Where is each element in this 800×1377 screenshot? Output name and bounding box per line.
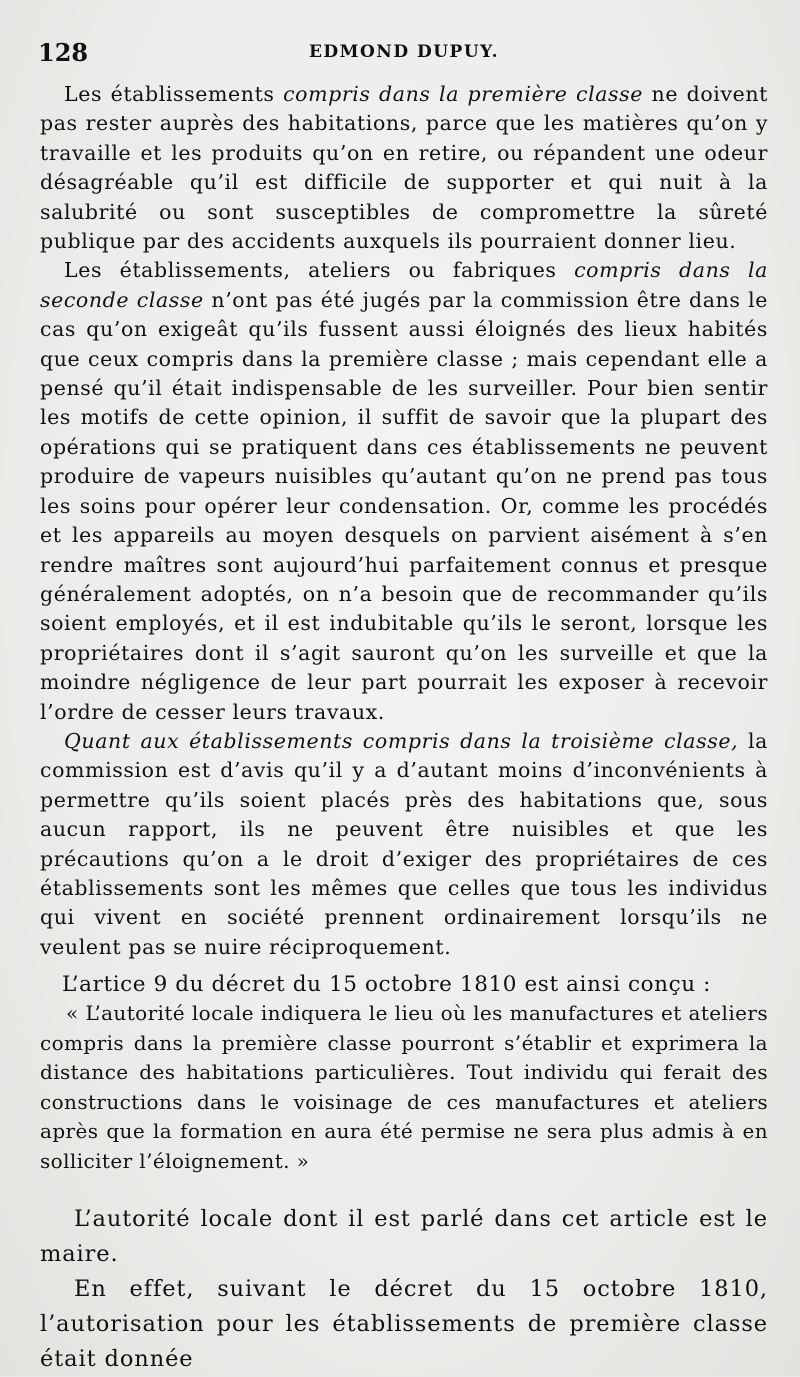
paragraph-text: ne doivent pas rester auprès des habitations, parce que les matières qu’on y travaille et les produits qu’on en retire, ou répandent une odeur désagréable qu’il est difficile de supporter et qui nuit à la salubrité ou sont susceptibles de compromettre la sûreté publique par des accidents auxquels ils pourraient donner lieu.	[40, 82, 768, 254]
decree-quotation: « L’autorité locale indiquera le lieu où les manufactures et ateliers compris dans la première classe pourront s’établir et exprimera la distance des habitations particulières. Tout individu qui ferait des constructions dans le voisinage de ces manufactures et ateliers après que la formation en aura été permise ne sera plus admis à en solliciter l’éloignement. »	[40, 1001, 768, 1173]
paragraph-third-class	[40, 727, 768, 962]
body-text	[40, 80, 768, 1377]
article-intro: L’artice 9 du décret du 15 octobre 1810 est ainsi conçu :	[62, 972, 711, 998]
italic-phrase: compris dans la première classe	[283, 82, 644, 106]
running-head: EDMOND DUPUY.	[308, 42, 500, 62]
paragraph-text: Les établissements, ateliers ou fabriques	[64, 258, 575, 283]
page-header	[38, 38, 770, 68]
paragraph-text: la commission est d’avis qu’il y a d’autant moins d’inconvénients à permettre qu’ils soient placés près des habitations que, sous aucun rapport, ils ne peuvent être nuisibles et que les précautions qu’on a le droit d’exiger des propriétaires de ces établissements sont les mêmes que celles que tous les individus qui vivent en société prennent ordinairement lorsqu’ils ne veulent pas se nuire réciproquement.	[40, 728, 768, 959]
closing-paragraph: L’autorité locale dont il est parlé dans cet article est le maire.	[40, 1206, 768, 1268]
italic-phrase: Quant aux établissements compris dans la troisième classe,	[64, 728, 739, 753]
paragraph-second-class	[40, 256, 768, 727]
paragraph-text: Les établissements	[64, 82, 284, 106]
paragraph-first-class	[40, 80, 768, 256]
italic-phrase: compris dans la seconde classe	[40, 258, 769, 312]
page-number: 128	[38, 38, 89, 67]
closing-paragraph: En effet, suivant le décret du 15 octobre 1810, l’autorisation pour les établissements de première classe était donnée	[40, 1276, 768, 1373]
paragraph-text: n’ont pas été jugés par la commission être dans le cas qu’on exigeât qu’ils fussent aussi éloignés des lieux habités que ceux compris dans la première classe ; mais cependant elle a pensé qu’il était indispensable de les surveiller. Pour bien sentir les motifs de cette opinion, il suffit de savoir que la plupart des opérations qui se pratiquent dans ces établissements ne peuvent produire de vapeurs nuisibles qu’autant qu’on ne prend pas tous les soins pour opérer leur condensation. Or, comme les procédés et les appareils au moyen desquels on parvient aisément à s’en rendre maîtres sont aujourd’hui parfaitement connus et presque généralement adoptés, on n’a besoin que de recommander qu’ils soient employés, et il est indubitable qu’ils le seront, lorsque les propriétaires dont il s’agit sauront qu’on les surveille et que la moindre négligence de leur part pourrait les exposer à recevoir l’ordre de cesser leurs travaux.	[40, 287, 768, 724]
